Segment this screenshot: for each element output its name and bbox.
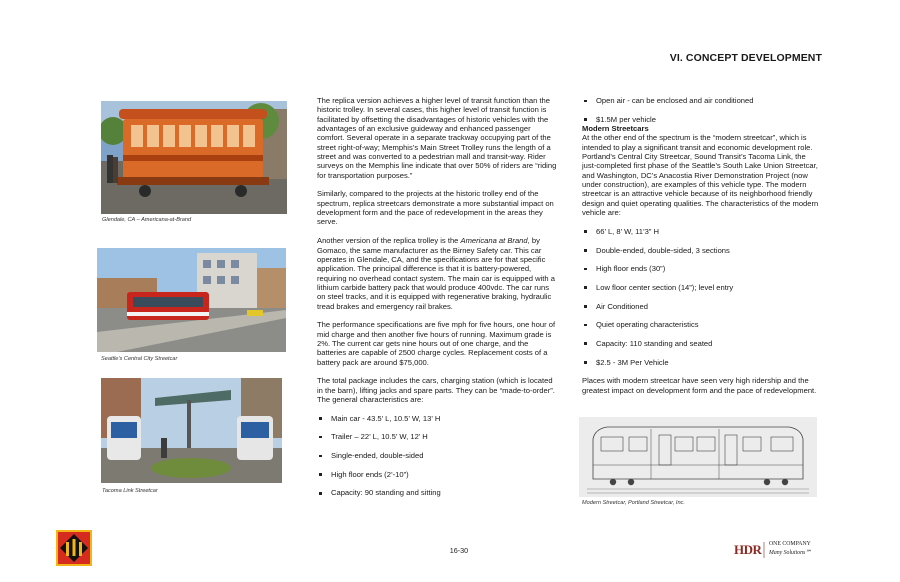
list-item: High floor ends (30”) (582, 264, 820, 273)
modern-streetcar-paragraph: At the other end of the spectrum is the “modern streetcar”, which is intended to play a significant transit and economic development role. Portland’s Central City Streetcar, Sound Transit’s Tacoma Link, the just-completed first phase of the Seattle’s South Lake Union Streetcar, and Washington, DC’s Anacostia River Demonstration Project (now under construction), are examples of this vehicle type. The modern streetcar is an attractive vehicle because of its neighborhood friendly design and quiet operating qualities. The characteristics of the modern vehicle are: (582, 133, 819, 218)
list-item: Capacity: 90 standing and sitting (317, 488, 559, 497)
list-item: Trailer – 22’ L, 10.5’ W, 12’ H (317, 432, 559, 441)
list-item: Capacity: 110 standing and seated (582, 339, 820, 348)
replica-impact-paragraph: Similarly, compared to the projects at the historic trolley end of the spectrum, replica streetcars demonstrate a more substantial impact on development form and the pace of redevelopment in the areas they serve. (317, 189, 554, 227)
modern-characteristics-list (582, 227, 820, 367)
list-item: 66’ L, 8’ W, 11’3” H (582, 227, 820, 236)
americana-name: Americana at Brand (460, 236, 528, 246)
list-item: Single-ended, double-sided (317, 451, 559, 460)
americana-paragraph (317, 236, 559, 311)
list-item: Quiet operating characteristics (582, 320, 820, 329)
list-item: Open air - can be enclosed and air conditioned (582, 96, 820, 105)
glendale-photo-caption: Glendale, CA – Americana-at-Brand (102, 217, 192, 223)
hdr-logo (734, 540, 830, 560)
list-item: $1.5M per vehicle (582, 115, 820, 124)
tacoma-link-photo (101, 378, 282, 483)
americana-text-a: Another version of the replica trolley is the (317, 236, 461, 246)
hdr-logo-line2: Many Solutions℠ (769, 550, 812, 556)
list-item: $2.5 - 3M Per Vehicle (582, 358, 820, 367)
glendale-trolley-photo (101, 101, 287, 214)
tacoma-photo-caption: Tacoma Link Streetcar (102, 488, 158, 494)
list-item: Air Conditioned (582, 302, 820, 311)
list-item: High floor ends (2’-10”) (317, 470, 559, 479)
seattle-photo-caption: Seattle’s Central City Streetcar (101, 356, 178, 362)
list-item: Double-ended, double-sided, 3 sections (582, 246, 820, 255)
replica-cost-list (582, 96, 820, 124)
americana-text-b: , by Gomaco, the same manufacturer as the Birney Safety car. This car operates in Glendale, CA, and the specifications are for that specific application. The principal difference is that it is battery-powered, requiring no overhead contact system. The main car is equipped with a lithium carbide battery pack that would produce 400vdc. The car runs on steel tracks, and it is equipped with regenerative braking, hydraulic tread brakes and emergency rail brakes. (317, 236, 555, 311)
middle-column (317, 96, 559, 507)
right-column (582, 96, 820, 404)
modern-streetcar-caption: Modern Streetcar, Portland Streetcar, Inc. (582, 500, 685, 506)
list-item: Main car - 43.5’ L, 10.5’ W, 13’ H (317, 414, 559, 423)
seattle-streetcar-photo (97, 248, 286, 352)
section-title: VI. CONCEPT DEVELOPMENT (669, 52, 822, 64)
replica-characteristics-list (317, 414, 559, 498)
modern-streetcar-drawing (579, 417, 817, 497)
performance-paragraph: The performance specifications are five mph for five hours, one hour of mid charge and then another five hours of running. Maximum grade is 2%. The current car gets nine hours out of one charge, and the batteries are capable of 2500 charge cycles. Replacement costs of a battery pack are around $75,000. (317, 320, 556, 367)
hdr-logo-line1: ONE COMPANY (769, 541, 811, 547)
page-number: 16-30 (449, 546, 469, 555)
list-item: Low floor center section (14”); level entry (582, 283, 820, 292)
ridership-paragraph: Places with modern streetcar have seen very high ridership and the greatest impact on development form and the pace of redevelopment. (582, 376, 817, 395)
hdr-logo-initials: HDR (734, 542, 762, 557)
modern-streetcars-heading: Modern Streetcars (582, 124, 649, 134)
replica-intro-paragraph: The replica version achieves a higher level of transit function than the historic trolley. In several cases, this higher level of transit function is facilitated by offsetting the disadvantages of historic vehicles with the advantages of an exclusive guideway and enhanced passenger comfort. Several operate in a separate trackway occupying part of the street right-of-way; Memphis’s Main Street Trolley runs the length of a street and was converted to a pedestrian mall and transit-way. Rider surveys on the Memphis line indicate that over 50% of riders are “riding for transportation purposes.” (317, 96, 557, 180)
package-paragraph: The total package includes the cars, charging station (which is located in the barn), lifting jacks and spare parts. They can be “made-to-order”. The general characteristics are: (317, 376, 555, 404)
transit-agency-logo (56, 530, 92, 566)
